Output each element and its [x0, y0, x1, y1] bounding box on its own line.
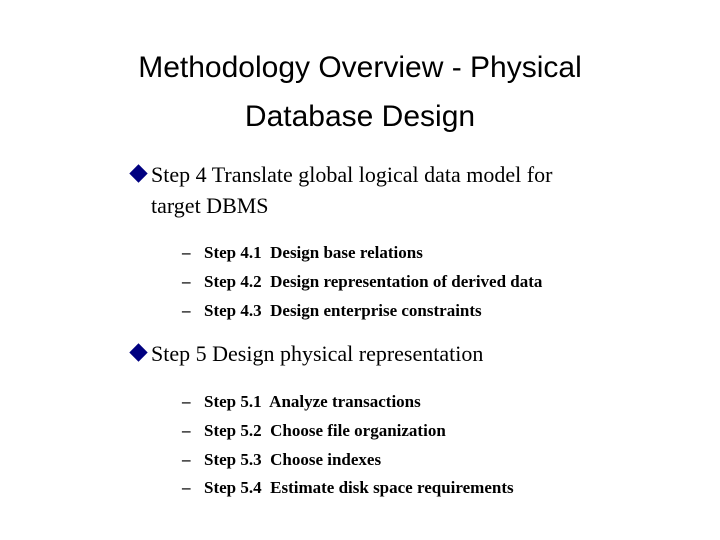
dash-bullet: –: [182, 272, 191, 291]
slide-title-line-1: Methodology Overview - Physical: [138, 51, 582, 84]
slide-title-line-2: Database Design: [244, 100, 476, 133]
step-5-heading: [132, 343, 483, 365]
dash-bullet: –: [182, 478, 191, 497]
dash-bullet: –: [182, 450, 191, 469]
dash-bullet: –: [182, 392, 191, 411]
step-4-text-line-2: target DBMS: [151, 193, 269, 218]
diamond-bullet-icon: [129, 164, 147, 182]
substep-5-3: – Step 5.3 Choose indexes: [182, 450, 382, 469]
diamond-bullet-icon: [129, 343, 147, 361]
dash-bullet: –: [182, 243, 191, 262]
substep-4-2: – Step 4.2 Design representation of derived data: [182, 272, 543, 291]
step-4-heading: [132, 164, 552, 186]
substep-5-4: – Step 5.4 Estimate disk space requirements: [182, 478, 514, 497]
substep-5-1: – Step 5.1 Analyze transactions: [182, 392, 421, 411]
step-4-text-line-1: Step 4 Translate global logical data model for: [151, 162, 553, 187]
dash-bullet: –: [182, 301, 191, 320]
substep-5-2: – Step 5.2 Choose file organization: [182, 421, 446, 440]
substep-4-3: – Step 4.3 Design enterprise constraints: [182, 301, 482, 320]
dash-bullet: –: [182, 421, 191, 440]
step-5-text: Step 5 Design physical representation: [151, 341, 484, 366]
substep-4-1: – Step 4.1 Design base relations: [182, 243, 423, 262]
